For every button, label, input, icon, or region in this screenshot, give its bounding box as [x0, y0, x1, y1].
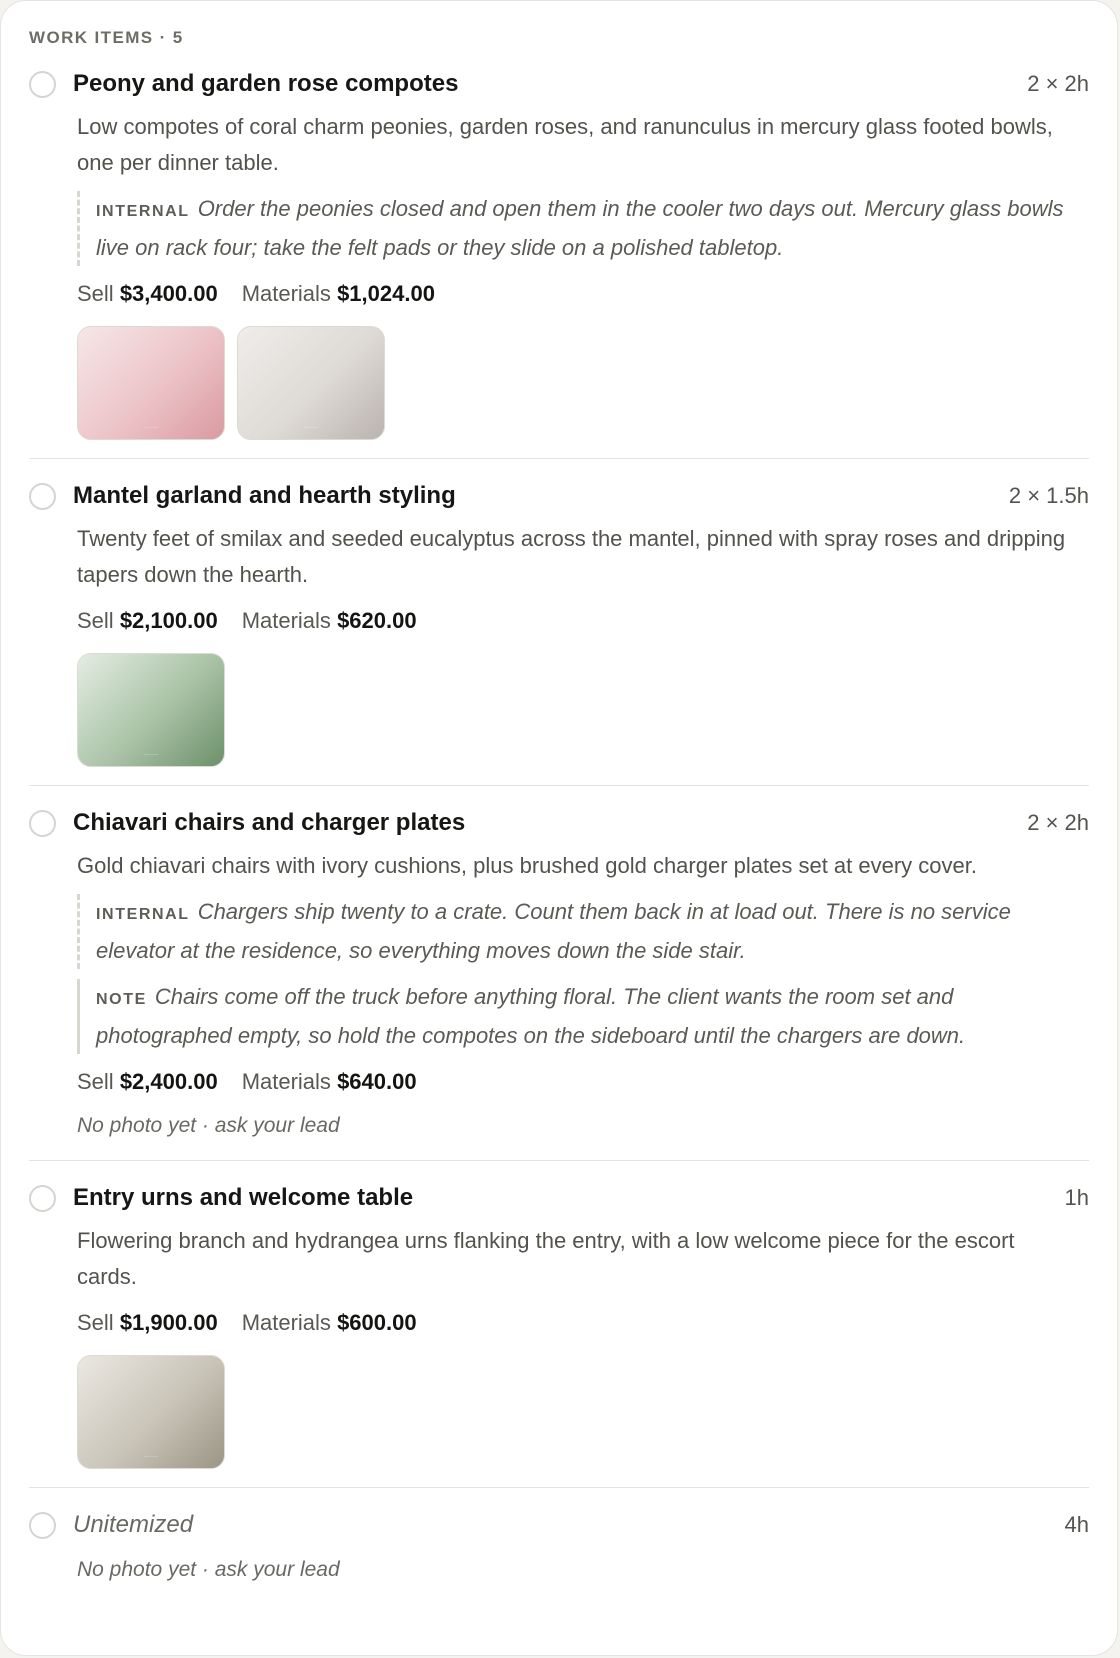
materials-label: Materials — [241, 1310, 331, 1335]
work-item-header — [29, 1179, 1089, 1217]
work-item-title[interactable]: Peony and garden rose compotes — [73, 70, 459, 97]
price-row — [77, 1305, 1089, 1341]
sell-value: $2,400.00 — [119, 1069, 218, 1094]
work-item-duration: 2 × 2h — [1027, 810, 1089, 835]
work-item-duration: 4h — [1064, 1512, 1089, 1537]
photo-strip — [77, 326, 1089, 458]
general-note — [77, 979, 1089, 1054]
price-row — [77, 603, 1089, 639]
price-row — [77, 1064, 1089, 1100]
work-item — [29, 785, 1089, 1160]
complete-checkbox[interactable] — [29, 483, 56, 510]
work-item-header — [29, 1506, 1089, 1544]
materials-value: $1,024.00 — [337, 281, 435, 306]
sell-label: Sell — [77, 281, 114, 306]
work-item-header — [29, 477, 1089, 515]
materials-value: $640.00 — [337, 1069, 417, 1094]
work-item-duration: 1h — [1064, 1185, 1089, 1210]
note-text: Order the peonies closed and open them in the cooler two days out. Mercury glass bowls live on rack four; take the felt pads or they slide on a polished tabletop. — [96, 196, 1064, 260]
complete-checkbox[interactable] — [29, 1512, 56, 1539]
materials-value: $600.00 — [337, 1310, 417, 1335]
sell-value: $3,400.00 — [119, 281, 218, 306]
sell-label: Sell — [77, 1069, 114, 1094]
work-item-description: Flowering branch and hydrangea urns flanking the entry, with a low welcome piece for the escort cards. — [77, 1228, 1015, 1289]
sell-label: Sell — [77, 1310, 114, 1335]
note-tag: INTERNAL — [96, 906, 190, 923]
note-tag: NOTE — [96, 991, 147, 1008]
sell-label: Sell — [77, 608, 114, 633]
note-tag: INTERNAL — [96, 203, 190, 220]
complete-checkbox[interactable] — [29, 1185, 56, 1212]
sell-value: $1,900.00 — [119, 1310, 218, 1335]
price-row — [77, 276, 1089, 312]
internal-note — [77, 191, 1089, 266]
work-item-title[interactable]: Chiavari chairs and charger plates — [73, 809, 466, 836]
materials-label: Materials — [241, 281, 331, 306]
photo-strip — [77, 1355, 1089, 1487]
work-item-duration: 2 × 2h — [1027, 71, 1089, 96]
work-item-title[interactable]: Unitemized — [73, 1511, 194, 1538]
grey-bowl-photo[interactable]: ········· — [237, 326, 385, 440]
complete-checkbox[interactable] — [29, 71, 56, 98]
pink-compote-photo[interactable]: ········· — [77, 326, 225, 440]
work-item-title[interactable]: Mantel garland and hearth styling — [73, 482, 456, 509]
work-item-description: Twenty feet of smilax and seeded eucalyptus across the mantel, pinned with spray roses and dripping tapers down the hearth. — [77, 526, 1066, 587]
materials-value: $620.00 — [337, 608, 417, 633]
work-item-header — [29, 65, 1089, 103]
materials-label: Materials — [241, 1069, 331, 1094]
green-garland-photo[interactable]: ········· — [77, 653, 225, 767]
note-text: Chairs come off the truck before anything floral. The client wants the room set and photographed empty, so hold the compotes on the sideboard until the chargers are down. — [96, 984, 966, 1048]
no-photo-hint: No photo yet · ask your lead — [77, 1114, 340, 1137]
photo-strip — [77, 653, 1089, 785]
work-item — [29, 458, 1089, 785]
section-title: WORK ITEMS · 5 — [29, 28, 184, 47]
sell-value: $2,100.00 — [119, 608, 218, 633]
work-item-header — [29, 804, 1089, 842]
internal-note — [77, 894, 1089, 969]
complete-checkbox[interactable] — [29, 810, 56, 837]
note-text: Chargers ship twenty to a crate. Count them back in at load out. There is no service elevator at the residence, so everything moves down the side stair. — [96, 899, 1011, 963]
work-item — [29, 1160, 1089, 1487]
work-item-duration: 2 × 1.5h — [1008, 483, 1089, 508]
stone-urn-photo[interactable]: ········· — [77, 1355, 225, 1469]
work-item-description: Gold chiavari chairs with ivory cushions, plus brushed gold charger plates set at every cover. — [77, 853, 977, 878]
work-item — [29, 49, 1089, 458]
materials-label: Materials — [241, 608, 331, 633]
no-photo-hint: No photo yet · ask your lead — [77, 1558, 340, 1581]
work-item-description: Low compotes of coral charm peonies, garden roses, and ranunculus in mercury glass footed bowls, one per dinner table. — [77, 114, 1053, 175]
work-item-title[interactable]: Entry urns and welcome table — [73, 1184, 414, 1211]
work-item — [29, 1487, 1089, 1604]
